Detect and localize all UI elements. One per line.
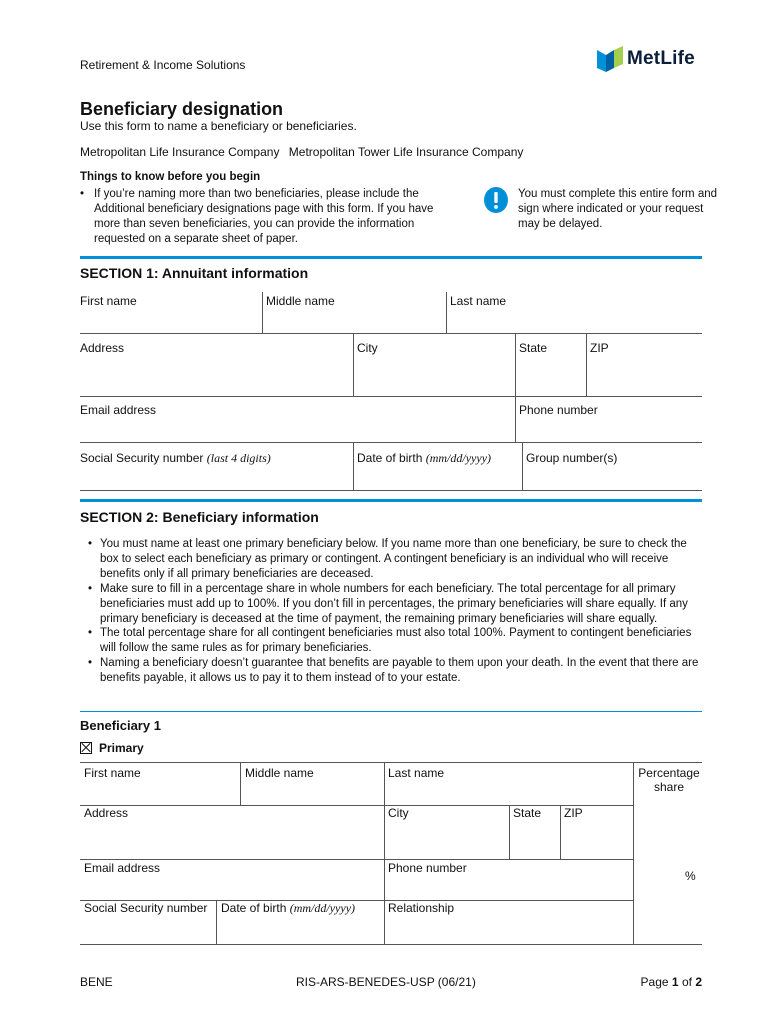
division-label: Retirement & Income Solutions [80, 58, 246, 72]
ssn-hint: (last 4 digits) [206, 451, 271, 465]
percentage-share-label: Percentage share [638, 766, 700, 794]
percentage-share-field[interactable] [634, 766, 704, 794]
field-rule [80, 944, 702, 945]
first-name-field[interactable] [80, 294, 137, 308]
bene-city-label: City [388, 806, 409, 820]
field-divider [384, 763, 385, 944]
bene-zip-label: ZIP [564, 806, 583, 820]
footer-form-code: BENE [80, 975, 113, 989]
field-rule [80, 762, 702, 763]
primary-label: Primary [99, 741, 144, 755]
bene-email-label: Email address [84, 861, 161, 875]
page-of: of [681, 975, 692, 989]
field-rule [80, 396, 702, 397]
instruction-item: • The total percentage share for all contingent beneficiaries must also total 100%. Payment to contingent beneficiaries will follow the same rules as for primary beneficiaries. [88, 627, 692, 655]
ssn-label: Social Security number [80, 451, 204, 465]
bene-middle-name-label: Middle name [245, 766, 314, 780]
middle-name-label: Middle name [266, 294, 335, 308]
page-total: 2 [695, 975, 702, 989]
instruction-text: Make sure to fill in a percentage share in whole numbers for each beneficiary. The total percentage for all primary beneficiaries must add up to 100%. If you don’t fill in percentages, the primary beneficiaries will share equally. If any primary beneficiary is deceased at the time of payment, the remaining primary beneficiaries will share equally. [100, 582, 688, 625]
section2-instructions [88, 537, 704, 686]
field-divider [509, 806, 510, 859]
instruction-text: You must name at least one primary beneficiary below. If you name more than one beneficiary, be sure to check the box to select each beneficiary as primary or contingent. A contingent beneficiary is an individual who will receive benefits only if all primary beneficiaries are deceased. [100, 538, 687, 580]
company-name: Metropolitan Life Insurance Company [80, 145, 280, 159]
bene-ssn-field[interactable] [84, 901, 207, 915]
page-number: 1 [671, 975, 679, 989]
bene-first-name-label: First name [84, 766, 141, 780]
percent-sign: % [685, 869, 696, 883]
field-divider [446, 292, 447, 333]
ssn-field[interactable] [80, 451, 271, 466]
dob-hint: (mm/dd/yyyy) [425, 451, 492, 465]
field-divider [586, 334, 587, 396]
bene-first-name-field[interactable] [84, 766, 141, 780]
subsection-divider [80, 711, 702, 712]
beneficiary1-title: Beneficiary 1 [80, 718, 161, 733]
section-divider [80, 256, 702, 259]
things-to-know-text: If you’re naming more than two beneficiaries, please include the Additional beneficiary designations page with this form. If you have more than seven beneficiaries, you can provide the information requested on a separate sheet of paper. [94, 188, 434, 245]
field-divider [515, 397, 516, 442]
bene-city-field[interactable] [388, 806, 409, 820]
dob-label: Date of birth [357, 451, 423, 465]
things-to-know-title: Things to know before you begin [80, 171, 261, 183]
email-field[interactable] [80, 403, 156, 417]
city-field[interactable] [357, 341, 378, 355]
alert-text: You must complete this entire form and sign where indicated or your request may be delayed. [518, 188, 718, 230]
bene-address-field[interactable] [84, 806, 128, 820]
bene-phone-label: Phone number [388, 861, 467, 875]
middle-name-field[interactable] [266, 294, 335, 308]
instruction-item: • You must name at least one primary beneficiary below. If you name more than one beneficiary, be sure to check the box to select each beneficiary as primary or contingent. A contingent beneficiary is an individual who will receive benefits only if all primary beneficiaries are deceased. [88, 538, 687, 580]
bene-phone-field[interactable] [388, 861, 467, 875]
page-subtitle: Use this form to name a beneficiary or beneficiaries. [80, 119, 357, 133]
bene-email-field[interactable] [84, 861, 160, 875]
metlife-logo-icon [597, 46, 623, 72]
section-divider [80, 499, 702, 502]
field-divider [262, 292, 263, 333]
field-divider [522, 443, 523, 490]
address-label: Address [80, 341, 125, 355]
checked-box-icon[interactable] [80, 742, 92, 754]
zip-field[interactable] [590, 341, 609, 355]
bene-last-name-field[interactable] [388, 766, 444, 780]
bene-zip-field[interactable] [564, 806, 583, 820]
bene-state-label: State [513, 806, 542, 820]
footer-form-id: RIS-ARS-BENEDES-USP (06/21) [296, 975, 476, 989]
field-rule [80, 442, 702, 443]
city-label: City [357, 341, 378, 355]
section1-title: SECTION 1: Annuitant information [80, 265, 309, 281]
company-name: Metropolitan Tower Life Insurance Company [288, 145, 524, 159]
address-field[interactable] [80, 341, 124, 355]
phone-field[interactable] [519, 403, 598, 417]
last-name-label: Last name [450, 294, 507, 308]
bene-middle-name-field[interactable] [245, 766, 314, 780]
field-divider [353, 443, 354, 490]
alert-icon [484, 187, 508, 213]
relationship-label: Relationship [388, 901, 455, 915]
dob-field[interactable] [357, 451, 491, 466]
phone-label: Phone number [519, 403, 598, 417]
field-divider [515, 334, 516, 396]
bene-ssn-label: Social Security number [84, 901, 208, 915]
bene-dob-label: Date of birth [221, 901, 287, 915]
field-divider [353, 334, 354, 396]
relationship-field[interactable] [388, 901, 454, 915]
zip-label: ZIP [590, 341, 609, 355]
field-rule [80, 490, 702, 491]
page-indicator [641, 975, 702, 989]
email-label: Email address [80, 403, 157, 417]
state-field[interactable] [519, 341, 547, 355]
last-name-field[interactable] [450, 294, 506, 308]
field-divider [240, 763, 241, 805]
bene-state-field[interactable] [513, 806, 541, 820]
bene-last-name-label: Last name [388, 766, 445, 780]
field-rule [80, 333, 702, 334]
group-number-label: Group number(s) [526, 451, 618, 465]
field-divider [216, 901, 217, 944]
bene-address-label: Address [84, 806, 129, 820]
page-prefix: Page [640, 975, 669, 989]
company-list [80, 145, 529, 159]
page-title: Beneficiary designation [80, 99, 284, 119]
metlife-logo [597, 45, 695, 73]
section2-title: SECTION 2: Beneficiary information [80, 509, 319, 525]
instruction-item: • Make sure to fill in a percentage share in whole numbers for each beneficiary. The total percentage for all primary beneficiaries must add up to 100%. If you don’t fill in percentages, the primary beneficiaries will share equally. If any primary beneficiary is deceased at the time of payment, the remaining primary beneficiaries will share equally. [88, 582, 688, 625]
logo-text: MetLife [627, 48, 695, 69]
state-label: State [519, 341, 548, 355]
bene-dob-hint: (mm/dd/yyyy) [289, 901, 356, 915]
instruction-item: • Naming a beneficiary doesn’t guarantee that benefits are payable to them upon your death. In the event that there are benefits payable, it allows us to pay it to them instead of to your estate. [88, 657, 699, 685]
primary-checkbox[interactable] [80, 741, 144, 755]
group-number-field[interactable] [526, 451, 617, 465]
field-rule [80, 859, 633, 860]
things-to-know-bullet: • If you’re naming more than two beneficiaries, please include the Additional beneficiary designations page with this form. If you have more than seven beneficiaries, you can provide the information requested on a separate sheet of paper. [80, 187, 458, 247]
instruction-text: The total percentage share for all contingent beneficiaries must also total 100%. Payment to contingent beneficiaries will follow the same rules as for primary beneficiaries. [100, 627, 692, 655]
bene-dob-field[interactable] [221, 901, 355, 916]
field-divider [560, 806, 561, 859]
instruction-text: Naming a beneficiary doesn’t guarantee that benefits are payable to them upon your death. In the event that there are benefits payable, it allows us to pay it to them instead of to your estate. [100, 657, 699, 685]
field-rule [80, 805, 633, 806]
first-name-label: First name [80, 294, 137, 308]
